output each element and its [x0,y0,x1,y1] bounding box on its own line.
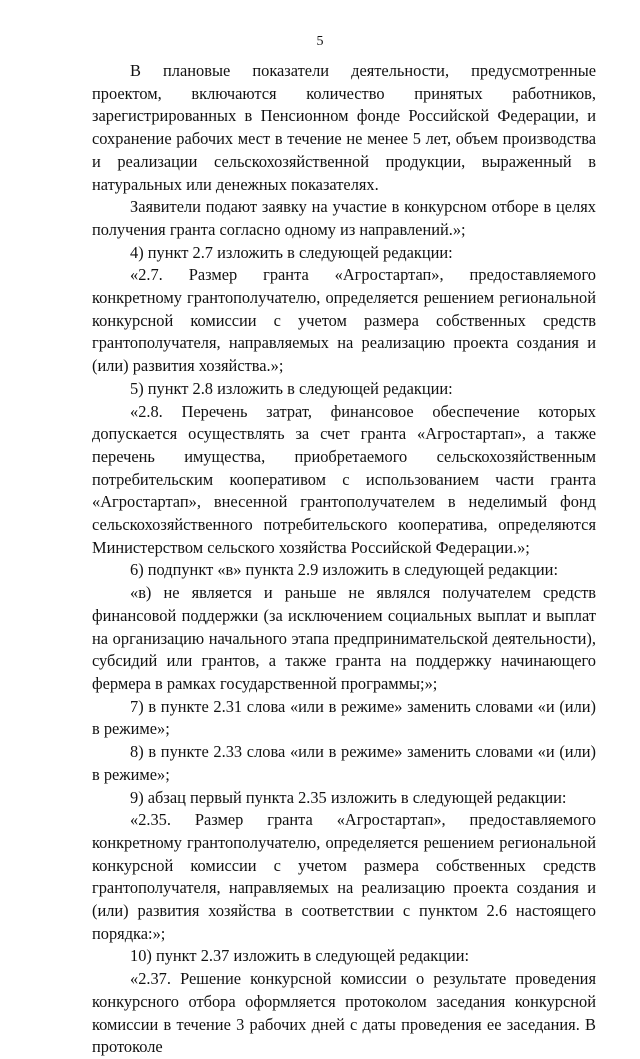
paragraph-item-9: 9) абзац первый пункта 2.35 изложить в следующей редакции: [130,787,567,807]
paragraph-applicants: Заявители подают заявку на участие в конкурсном отборе в целях получения гранта согласно одному из направлений.»; [92,197,596,239]
paragraph-item-4: 4) пункт 2.7 изложить в следующей редакции: [130,242,453,262]
paragraph-subclause-v: «в) не является и раньше не являлся получателем средств финансовой поддержки (за исключением социальных выплат и выплат на организацию начального этапа предпринимательской деятельности), субсидий или грантов, а также гранта на поддержку начинающего фермера в рамках государственной программы;»; [92,583,596,693]
paragraph-clause-2-8: «2.8. Перечень затрат, финансовое обеспечение которых допускается осуществлять за счет гранта «Агростартап», а также перечень имущества, приобретаемого сельскохозяйственным потребительским кооперативом с использованием части гранта «Агростартап», внесенной грантополучателем в неделимый фонд сельскохозяйственного потребительского кооператива, определяются Министерством сельского хозяйства Российской Федерации.»; [92,401,596,557]
paragraph-item-10: 10) пункт 2.37 изложить в следующей редакции: [130,946,470,966]
paragraph-item-6: 6) подпункт «в» пункта 2.9 изложить в следующей редакции: [130,560,559,580]
page-number: 5 [316,34,324,49]
paragraph-planned-indicators: В плановые показатели деятельности, предусмотренные проектом, включаются количество принятых работников, зарегистрированных в Пенсионном фонде Российской Федерации, и сохранение рабочих мест в течение не менее 5 лет, объем производства и реализации сельскохозяйственной продукции, выраженный в натуральных или денежных показателях. [92,61,596,194]
paragraph-item-7: 7) в пункте 2.31 слова «или в режиме» заменить словами «и (или) в режиме»; [92,696,596,739]
paragraph-clause-2-35: «2.35. Размер гранта «Агростартап», предоставляемого конкретному грантополучателю, определяется решением региональной конкурсной комиссии с учетом размера собственных средств грантополучателя, направляемых на реализацию проекта создания и (или) развития хозяйства в соответствии с пунктом 2.6 настоящего порядка:»; [92,810,596,943]
paragraph-clause-2-7: «2.7. Размер гранта «Агростартап», предоставляемого конкретному грантополучателю, определяется решением региональной конкурсной комиссии с учетом размера собственных средств грантополучателя, направляемых на реализацию проекта создания и (или) развития хозяйства.»; [92,265,596,376]
paragraph-item-5: 5) пункт 2.8 изложить в следующей редакции: [130,378,453,398]
document-body [92,60,596,1059]
paragraph-clause-2-37: «2.37. Решение конкурсной комиссии о результате проведения конкурсного отбора оформляется протоколом заседания конкурсной комиссии в течение 3 рабочих дней с даты проведения ее заседания. В протоколе [92,969,596,1057]
paragraph-item-8: 8) в пункте 2.33 слова «или в режиме» заменить словами «и (или) в режиме»; [92,742,596,784]
